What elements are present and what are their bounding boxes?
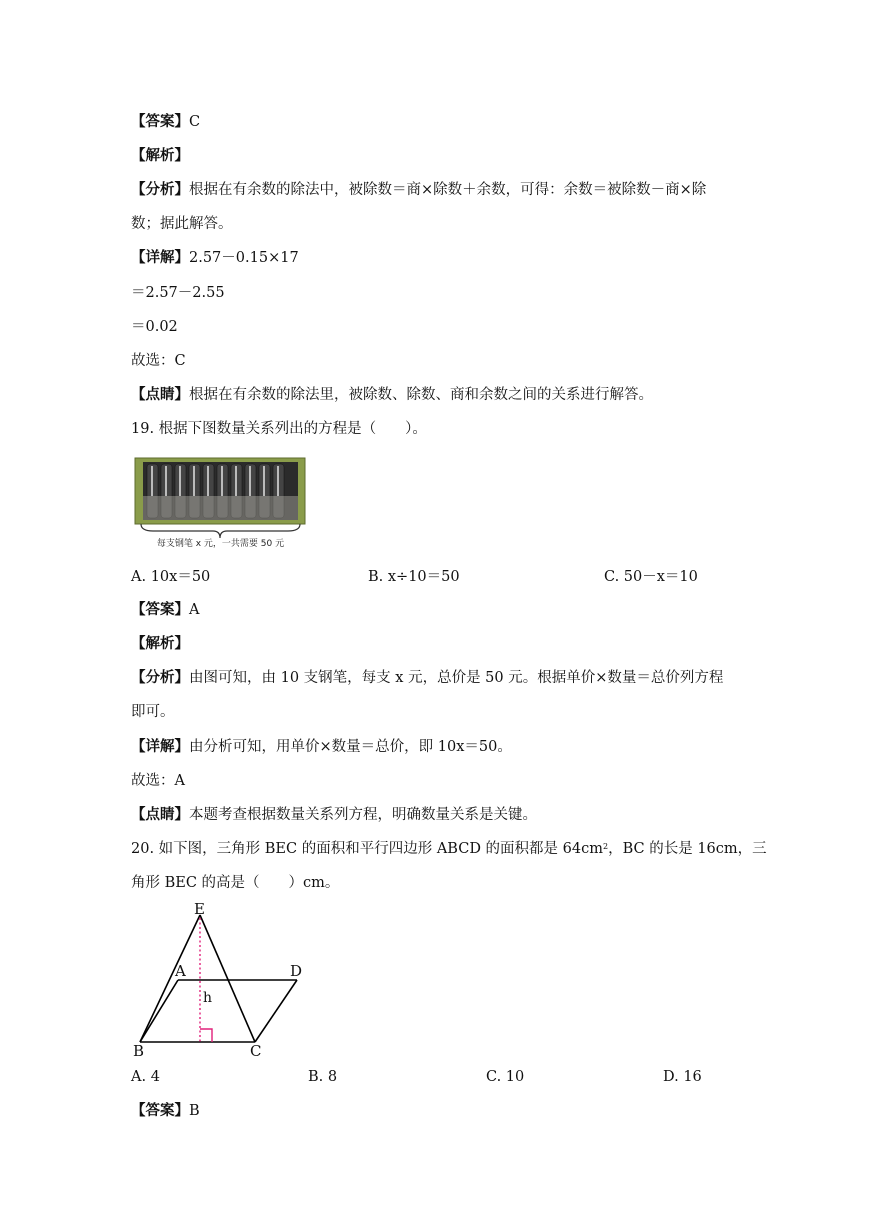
q19-option-b: B. x÷10＝50 [368,569,460,585]
dianjing-tag: 【点睛】 [131,806,189,823]
edge-DC [255,980,297,1042]
answer-tag: 【答案】 [131,1102,189,1119]
answer-value: C [189,114,201,130]
label-D: D [290,962,303,980]
q19-dianjing [131,805,537,825]
analysis-tag: 【解析】 [131,635,189,652]
q18-analysis-heading [131,146,189,166]
q20-question-a: 20. 如下图，三角形 BEC 的面积和平行四边形 ABCD 的面积都是 64cm [131,841,603,857]
q20-option-c: C. 10 [486,1069,525,1085]
label-h: h [203,990,213,1006]
fenxi-text: 根据在有余数的除法中，被除数＝商×除数＋余数，可得：余数＝被除数－商×除 [189,182,707,198]
q19-option-c: C. 50－x＝10 [604,569,698,585]
q20-question-line-1 [131,839,767,859]
q18-xiangjie [131,248,299,268]
q19-analysis-heading [131,634,189,654]
xiangjie-text: 由分析可知，用单价×数量＝总价，即 10x＝50。 [189,739,512,755]
answer-tag: 【答案】 [131,113,189,130]
edge-AB [140,980,178,1042]
q18-step-2: ＝2.57－2.55 [131,285,225,301]
q20-option-b: B. 8 [308,1069,338,1085]
q20-option-d: D. 16 [663,1069,702,1085]
q20-answer [131,1101,200,1121]
label-B: B [133,1042,145,1060]
q18-answer [131,112,200,132]
xiangjie-text: 2.57－0.15×17 [189,250,299,266]
dianjing-tag: 【点睛】 [131,386,189,403]
q19-option-a: A. 10x＝50 [131,569,211,585]
q19-question: 19. 根据下图数量关系列出的方程是（ ）。 [131,421,427,437]
q19-fenxi-2: 即可。 [131,704,175,720]
edge-BE [140,915,200,1042]
geometry-figure [130,900,308,1062]
answer-tag: 【答案】 [131,601,189,618]
q19-fenxi-1 [131,668,723,688]
q18-step-3: ＝0.02 [131,319,178,335]
q18-dianjing [131,385,653,405]
label-A: A [175,962,186,980]
edge-EC [200,915,255,1042]
q20-question-b: ，BC 的长是 16cm，三 [608,841,767,857]
fenxi-text: 由图可知，由 10 支钢笔，每支 x 元，总价是 50 元。根据单价×数量＝总价列方程 [189,670,724,686]
q19-answer [131,600,199,620]
q20-question-sup: 2 [603,842,609,851]
q19-choose: 故选：A [131,773,185,789]
answer-value: B [189,1103,200,1119]
q18-fenxi-2: 数；据此解答。 [131,216,233,232]
dianjing-text: 根据在有余数的除法里，被除数、除数、商和余数之间的关系进行解答。 [189,387,653,403]
q19-xiangjie [131,737,512,757]
xiangjie-tag: 【详解】 [131,249,189,266]
dianjing-text: 本题考查根据数量关系列方程，明确数量关系是关键。 [189,807,537,823]
pens-figure [133,456,308,549]
right-angle-mark [200,1029,212,1042]
q20-question-line-2: 角形 BEC 的高是（ ）cm。 [131,875,340,891]
answer-value: A [189,602,200,618]
q18-choose: 故选：C [131,353,186,369]
label-C: C [250,1042,262,1060]
triangle-parallelogram-diagram [130,900,308,1062]
label-E: E [194,900,205,918]
xiangjie-tag: 【详解】 [131,738,189,755]
analysis-tag: 【解析】 [131,147,189,164]
q20-option-a: A. 4 [131,1069,160,1085]
fenxi-tag: 【分析】 [131,181,189,198]
pens-caption: 每支钢笔 x 元，一共需要 50 元 [156,539,285,549]
q18-fenxi-1 [131,180,706,200]
fenxi-tag: 【分析】 [131,669,189,686]
